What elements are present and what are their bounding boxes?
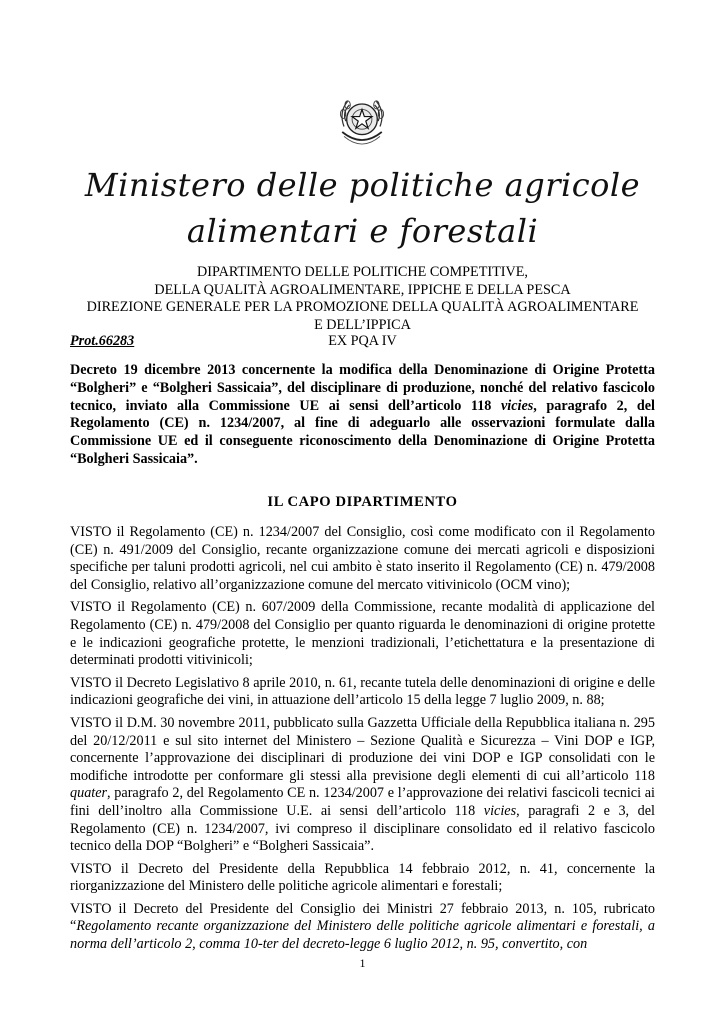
decree-title <box>70 362 655 469</box>
decree-title-text-2: , paragrafo 2, del Regolamento (CE) n. 1234/2007, al fine di adeguarlo alle osservazioni formulate dalla Commissione UE ed il conseguente riconoscimento della Denominazione di Origine Protetta “Bolgheri Sassicaia”. <box>70 397 655 467</box>
paragraph-visto-4 <box>70 715 655 856</box>
document-body <box>70 524 655 959</box>
ministry-name-line-1: Ministero delle politiche agricole <box>84 166 641 204</box>
italian-republic-emblem-icon <box>335 92 389 152</box>
department-line-2: DELLA QUALITÀ AGROALIMENTARE, IPPICHE E DELLA PESCA <box>154 281 571 298</box>
paragraph-visto-2: VISTO il Regolamento (CE) n. 607/2009 della Commissione, recante modalità di applicazione del Regolamento (CE) n. 479/2008 del Consiglio per quanto riguarda le denominazioni di origine protette e le indicazioni geografiche protette, le menzioni tradizionali, l’etichettatura e la presentazione di determinati prodotti vitivinicoli; <box>70 599 655 669</box>
department-line-1: DIPARTIMENTO DELLE POLITICHE COMPETITIVE, <box>197 264 528 280</box>
office-code: EX PQA IV <box>328 333 397 349</box>
department-line-4: E DELL’IPPICA <box>314 316 411 333</box>
paragraph-visto-6 <box>70 901 655 954</box>
paragraph-text: VISTO il D.M. 30 novembre 2011, pubblicato sulla Gazzetta Ufficiale della Repubblica italiana n. 295 del 20/12/2011 e sul sito internet del Ministero – Sezione Qualità e Sicurezza – Vini DOP e IGP, concernente l’approvazione dei disciplinari di produzione dei vini DOP e IGP consolidati con le modifiche introdotte per conformare gli stessi alla previsione degli elementi di cui all’articolo 118 <box>70 714 655 784</box>
page-number: 1 <box>359 956 366 970</box>
paragraph-visto-1: VISTO il Regolamento (CE) n. 1234/2007 del Consiglio, così come modificato con il Regolamento (CE) n. 491/2009 del Consiglio, recante organizzazione comune dei mercati agricoli e disposizioni specifiche per taluni prodotti agricoli, nel cui ambito è stato inserito il Regolamento (CE) n. 479/2008 del Consiglio, relativo all’organizzazione comune del mercato vitivinicolo (OCM vino); <box>70 524 655 593</box>
protocol-number: Prot.66283 <box>70 333 135 349</box>
section-heading: IL CAPO DIPARTIMENTO <box>267 494 458 510</box>
paragraph-text: , paragrafi 2 e 3, del Regolamento (CE) n. 1234/2007, ivi compreso il disciplinare consolidato ed il relativo fascicolo tecnico della DOP “Bolgheri” e “Bolgheri Sassicaia”. <box>70 802 655 855</box>
department-heading <box>60 264 665 334</box>
paragraph-visto-5: VISTO il Decreto del Presidente della Repubblica 14 febbraio 2012, n. 41, concernente la riorganizzazione del Ministero delle politiche agricole alimentari e forestali; <box>70 860 655 895</box>
decree-title-text: Decreto 19 dicembre 2013 concernente la modifica della Denominazione di Origine Protetta “Bolgheri” e “Bolgheri Sassicaia”, del disciplinare di produzione, nonché del relativo fascicolo tecnico, inviato alla Commissione UE ai sensi dell’articolo 118 <box>70 362 655 414</box>
ministry-name-line-2: alimentari e forestali <box>186 212 539 250</box>
paragraph-italic: vicies <box>483 802 517 819</box>
paragraph-italic: Regolamento recante organizzazione del Ministero delle politiche agricole alimentari e forestali, a norma dell’articolo 2, comma 10-ter del decreto-legge 6 luglio 2012, n. 95, convertito, con <box>70 918 655 953</box>
paragraph-text: , paragrafo 2, del Regolamento CE n. 1234/2007 e l’approvazione dei relativi fascicoli tecnici ai fini dell’inoltro alla Commissione U.E. ai sensi dell’articolo 118 <box>70 785 655 819</box>
paragraph-visto-3: VISTO il Decreto Legislativo 8 aprile 2010, n. 61, recante tutela delle denominazioni di origine e delle indicazioni geografiche dei vini, in attuazione dell’articolo 15 della legge 7 luglio 2009, n. 88; <box>70 674 655 709</box>
paragraph-text: VISTO il Decreto del Presidente del Consiglio dei Ministri 27 febbraio 2013, n. 105, rubricato “ <box>70 900 655 935</box>
protocol-row <box>70 333 655 351</box>
decree-title-italic: vicies <box>500 397 534 414</box>
department-line-3: DIREZIONE GENERALE PER LA PROMOZIONE DELLA QUALITÀ AGROALIMENTARE <box>86 299 639 316</box>
paragraph-italic: quater <box>70 785 108 802</box>
